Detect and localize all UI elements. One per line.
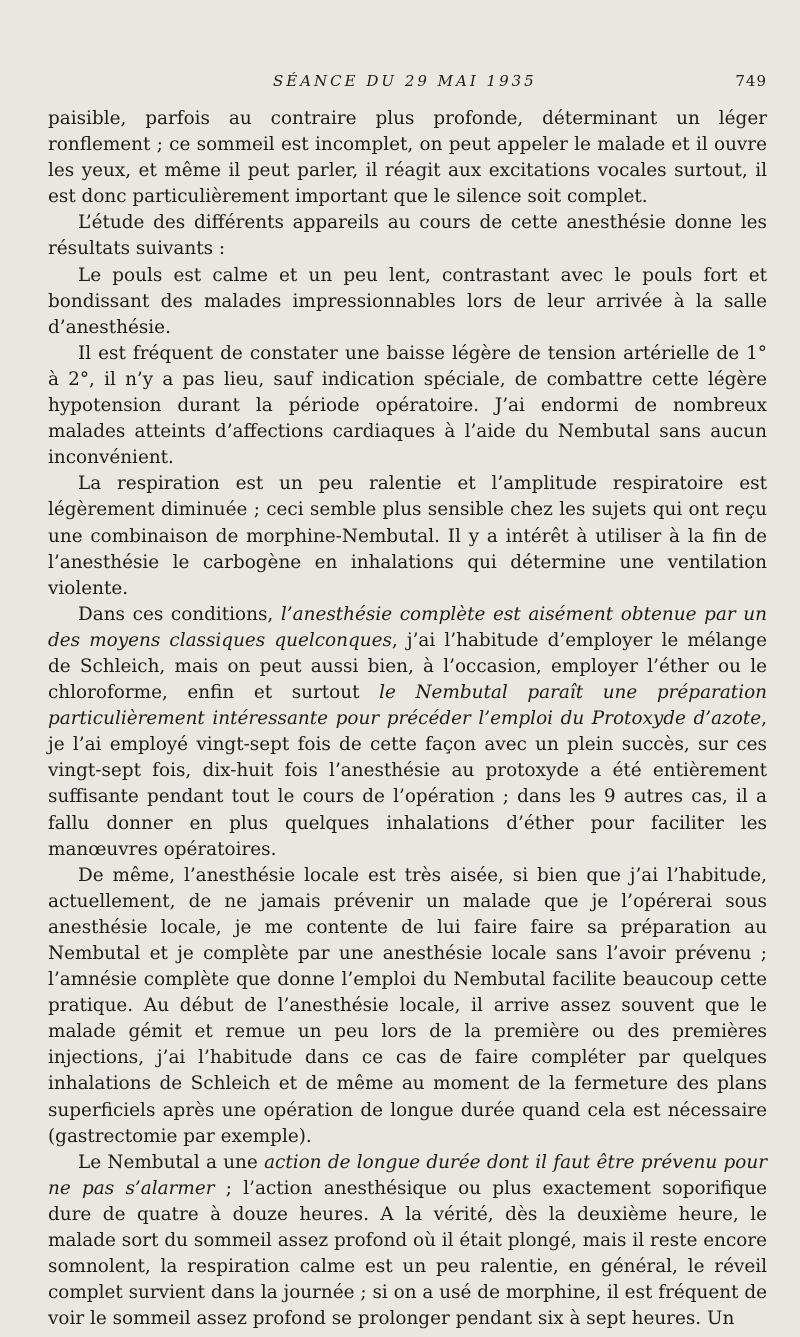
text-segment: De même, l’anesthésie locale est très aisée, si bien que j’ai l’habitude, actuellement, de ne jamais prévenir un malade que je l’opérerai sous anesthésie locale, je me contente de lui faire faire sa préparation au Nembutal et je complète par une anesthésie locale sans l’avoir prévenu ; l’amnésie complète que donne l’emploi du Nembutal facilite beaucoup cette pratique. Au début de l’anesthésie locale, il arrive assez souvent que le malade gémit et remue un peu lors de la première ou des premières injections, j’ai l’habitude dans ce cas de faire compléter par quelques inhalations de Schleich et de même au moment de la fermeture des plans superficiels après une opération de longue durée quand cela est nécessaire (gastrectomie par exemple). [48, 864, 767, 1147]
text-segment: L’étude des différents appareils au cours de cette anesthésie donne les résultats suivants : [48, 212, 767, 260]
text-segment: ; l’action anesthésique ou plus exactement soporifique dure de quatre à douze heures. A la vérité, dès la deuxième heure, le malade sort du sommeil assez profond où il était plongé, mais il reste encore somnolent, la respiration calme est un peu ralentie, en général, le réveil complet survient dans la journée ; si on a usé de morphine, il est fréquent de voir le sommeil assez profond se prolonger pendant six à sept heures. Un [48, 1177, 767, 1330]
text-segment: , je l’ai employé vingt-sept fois de cette façon avec un plein succès, sur ces vingt-sept fois, dix-huit fois l’anesthésie au protoxyde a été entièrement suffisante pendant tout le cours de l’opération ; dans les 9 autres cas, il a fallu donner en plus quelques inhalations d’éther pour faciliter les manœuvres opératoires. [48, 708, 767, 860]
paragraph [48, 341, 767, 471]
text-segment: La respiration est un peu ralentie et l’amplitude respiratoire est légèrement diminuée ; ceci semble plus sensible chez les sujets qui ont reçu une combinaison de morphine-Nembutal. Il y a intérêt à utiliser à la fin de l’anesthésie le carbogène en inhalations qui détermine une ventilation violente. [48, 473, 767, 599]
paragraph [48, 210, 767, 262]
paragraph [48, 863, 767, 1150]
text-segment: Le pouls est calme et un peu lent, contrastant avec le pouls fort et bondissant des malades impressionnables lors de leur arrivée à la salle d’anesthésie. [48, 264, 767, 338]
paragraph [48, 602, 767, 863]
text-segment: Il est fréquent de constater une baisse légère de tension artérielle de 1° à 2°, il n’y a pas lieu, sauf indication spéciale, de combattre cette légère hypotension durant la période opératoire. J’ai endormi de nombreux malades atteints d’affections cardiaques à l’aide du Nembutal sans aucun inconvénient. [48, 342, 767, 469]
body-text [48, 106, 767, 1332]
paragraph [48, 263, 767, 341]
paragraph [48, 106, 767, 210]
document-page [48, 72, 767, 1332]
italic-text-segment: le Nembutal paraît une préparation particulièrement intéressante pour précéder l’emploi du Protoxyde d’azote [48, 682, 767, 730]
running-header [48, 72, 767, 106]
italic-text-segment: action de longue durée dont il faut être prévenu pour ne pas s’alarmer [48, 1151, 767, 1199]
text-segment: Le Nembutal a une [78, 1151, 265, 1173]
italic-text-segment: l’anesthésie complète est aisément obtenue par un des moyens classiques quelconques [48, 603, 767, 651]
page-number: 749 [735, 72, 767, 90]
paragraph [48, 471, 767, 601]
running-title: SÉANCE DU 29 MAI 1935 [273, 72, 537, 90]
paragraph [48, 1150, 767, 1333]
text-segment: , j’ai l’habitude d’employer le mélange de Schleich, mais on peut aussi bien, à l’occasion, employer l’éther ou le chloroforme, enfin et surtout [48, 629, 767, 704]
text-segment: paisible, parfois au contraire plus profonde, déterminant un léger ronflement ; ce sommeil est incomplet, on peut appeler le malade et il ouvre les yeux, et même il peut parler, il réagit aux excitations vocales surtout, il est donc particulièrement important que le silence soit complet. [48, 108, 767, 208]
text-segment: Dans ces conditions, [78, 603, 281, 625]
